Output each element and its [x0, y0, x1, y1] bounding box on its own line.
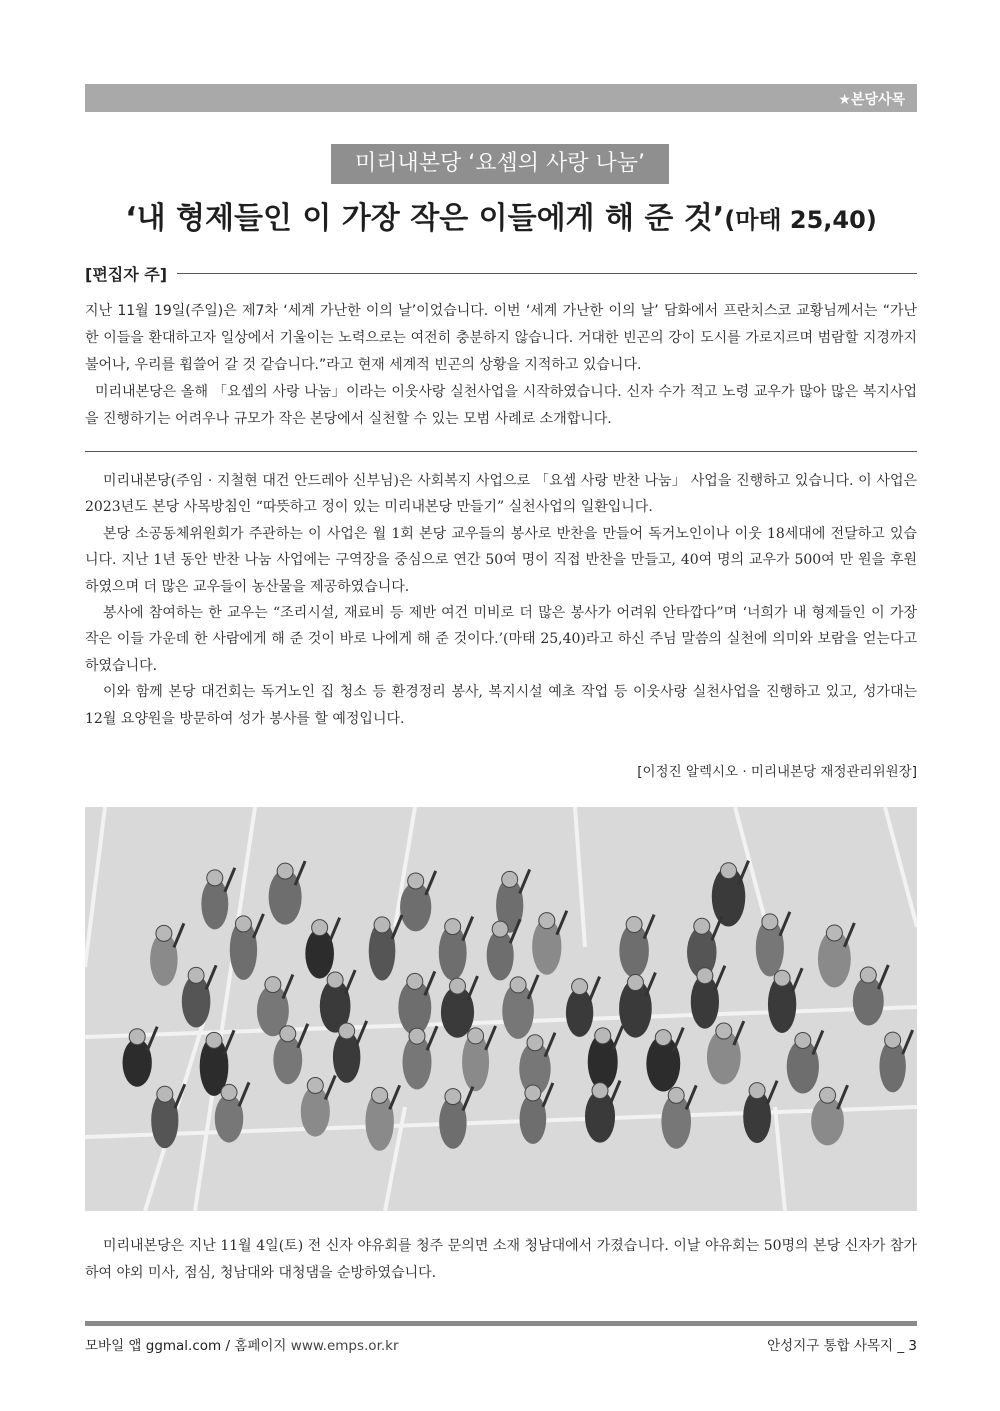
footer-app-label: 모바일 앱 ggmal.com / 홈페이지 [85, 1338, 287, 1354]
person-head [445, 1089, 461, 1105]
person-head [280, 1026, 296, 1042]
person-body [273, 1035, 302, 1084]
person-body [123, 1039, 152, 1087]
person-head [221, 1084, 237, 1100]
person-head [795, 1033, 811, 1049]
person-head [510, 977, 526, 993]
person-head [626, 917, 642, 933]
person-head [312, 920, 328, 936]
person-head [592, 1083, 608, 1099]
footer-links [85, 1334, 399, 1354]
group-photo-illustration [85, 807, 917, 1211]
person-head [820, 1087, 836, 1103]
person-head [157, 1086, 173, 1102]
body-paragraph: 봉사에 참여하는 한 교우는 “조리시설, 재료비 등 제반 여건 미비로 더 많은 봉사가 어려워 안타깝다”며 ‘너희가 내 형제들인 이 가장 작은 이들 가운데 한 사람에게 해 준 것이 바로 나에게 해 준 것이다.’(마태 25,40)라고 하신 주님 말씀의 실천에 의미와 보람을 얻는다고 하였습니다. [85, 605, 917, 674]
person-head [450, 978, 466, 994]
section-header-bar [85, 84, 917, 112]
editor-note-text [85, 298, 917, 433]
footer-page-label: 안성지구 통합 사목지 _ 3 [767, 1338, 917, 1354]
article-title [85, 193, 917, 237]
article-byline: [이정진 알렉시오 · 미리내본당 재정관리위원장] [637, 764, 917, 780]
person-head [527, 1035, 543, 1051]
person-head [188, 967, 204, 983]
person-head [468, 1028, 484, 1044]
person-head [627, 975, 643, 991]
editor-note-heading: [편집자 주] [85, 262, 177, 285]
article-title-text: ‘내 형제들인 이 가장 작은 이들에게 해 준 것’ [125, 201, 725, 236]
person-head [762, 914, 778, 930]
editor-note-paragraph: 지난 11월 19일(주일)은 제7차 ‘세계 가난한 이의 날’이었습니다. 이번 ‘세계 가난한 이의 날’ 담화에서 프란치스코 교황님께서는 “가난한 이들을 환대하고자 일상에서 기울이는 노력으로는 여전히 충분하지 않습니다. 거대한 빈곤의 강이 도시를 가로지르며 범람할 지경까지 불어나, 우리를 휩쓸어 갈 것 같습니다.”라고 현재 세계적 빈곤의 상황을 지적하고 있습니다. [85, 303, 917, 373]
person-head [235, 916, 251, 932]
person-body [520, 1094, 547, 1144]
person-head [716, 1023, 732, 1039]
person-head [374, 917, 390, 933]
editor-note-paragraph: 미리내본당은 올해 「요셉의 사랑 나눔」이라는 이웃사랑 실천사업을 시작하였습니다. 신자 수가 적고 노령 교우가 많아 많은 복지사업을 진행하기는 어려우나 규모가 작은 본당에서 실천할 수 있는 모범 사례로 소개합니다. [85, 384, 917, 427]
person-head [277, 863, 293, 879]
person-head [407, 973, 423, 989]
article-title-reference: (마태 25,40) [724, 206, 877, 234]
person-head [207, 870, 223, 886]
person-head [372, 1087, 388, 1103]
group-photo [85, 807, 917, 1211]
body-paragraph: 본당 소공동체위원회가 주관하는 이 사업은 월 1회 본당 교우들의 봉사로 반찬을 만들어 독거노인이나 이웃 18세대에 전달하고 있습니다. 지난 1년 동안 반찬 나눔 사업에는 구역장을 중심으로 연간 50여 명이 직접 반찬을 만들고, 40여 명의 교우가 500여 만 원을 후원하였으며 더 많은 교우들이 농산물을 제공하였습니다. [85, 525, 917, 595]
section-divider [85, 451, 917, 452]
person-head [502, 871, 518, 887]
editor-note-rule [85, 273, 917, 274]
person-head [327, 972, 343, 988]
person-head [156, 925, 172, 941]
person-head [129, 1029, 145, 1045]
photo-caption: 미리내본당은 지난 11월 4일(토) 전 신자 야유회를 청주 문의면 소재 청남대에서 가졌습니다. 이날 야유회는 50명의 본당 신자가 참가하여 야외 미사, 점심, 청남대와 대청댐을 순방하였습니다. [85, 1238, 917, 1281]
person-head [749, 1083, 765, 1099]
person-head [697, 968, 713, 984]
footer-homepage-link[interactable]: www.emps.or.kr [290, 1338, 399, 1354]
article-body [85, 468, 917, 732]
person-head [774, 970, 790, 986]
section-label: ★본당사목 [838, 92, 905, 108]
body-paragraph: 이와 함께 본당 대건회는 독거노인 집 청소 등 환경정리 봉사, 복지시설 예초 작업 등 이웃사랑 실천사업을 진행하고 있고, 성가대는 12월 요양원을 방문하여 성가 봉사를 할 예정입니다. [85, 684, 917, 727]
person-head [694, 918, 710, 934]
person-head [668, 1087, 684, 1103]
person-head [826, 925, 842, 941]
person-head [492, 921, 508, 937]
person-head [860, 967, 876, 983]
person-head [572, 979, 588, 995]
editor-note-header [85, 262, 917, 286]
person-head [525, 1085, 541, 1101]
person-head [409, 1028, 425, 1044]
footer-rule [85, 1321, 917, 1326]
person-head [595, 1028, 611, 1044]
person-body [215, 1094, 244, 1142]
article-kicker: 미리내본당 ‘요셉의 사랑 나눔’ [331, 144, 669, 184]
person-head [655, 1030, 671, 1046]
person-head [408, 873, 424, 889]
person-head [265, 977, 281, 993]
person-head [445, 919, 461, 935]
person-head [339, 1023, 355, 1039]
person-body [566, 988, 593, 1036]
person-head [206, 1032, 222, 1048]
person-body [305, 929, 334, 979]
body-paragraph: 미리내본당(주임 · 지철현 대건 안드레아 신부님)은 사회복지 사업으로 「요셉 사랑 반찬 나눔」 사업을 진행하고 있습니다. 이 사업은 2023년도 본당 사목방침인 “따뜻하고 정이 있는 미리내본당 만들기” 실천사업의 일환입니다. [85, 473, 917, 516]
person-head [885, 1032, 901, 1048]
person-head [307, 1077, 323, 1093]
person-head [539, 913, 555, 929]
person-head [721, 863, 737, 879]
